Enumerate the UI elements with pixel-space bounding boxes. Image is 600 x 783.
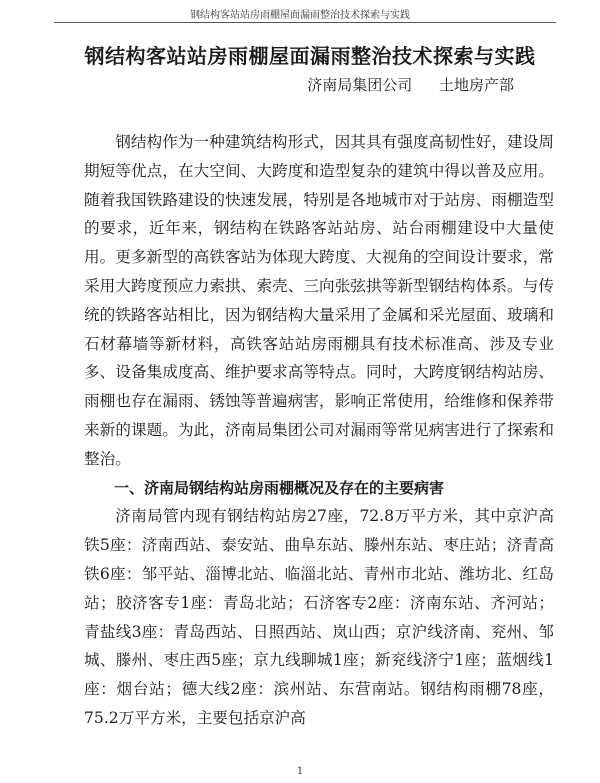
running-header: 钢结构客站站房雨棚屋面漏雨整治技术探索与实践: [190, 10, 410, 21]
page-number: 1: [296, 766, 304, 777]
section-heading: 一、济南局钢结构站房雨棚概况及存在的主要病害: [114, 478, 445, 497]
header-rule: [54, 22, 556, 23]
body-text: [84, 128, 554, 733]
intro-paragraph: 钢结构作为一种建筑结构形式，因其具有强度高韧性好，建设周期短等优点，在大空间、大跨度和造型复杂的建筑中得以普及应用。随着我国铁路建设的快速发展，特别是各地城市对于站房、雨棚造型的要求，近年来，钢结构在铁路客站站房、站台雨棚建设中大量使用。更多新型的高铁客站为体现大跨度、大视角的空间设计要求，常采用大跨度预应力索拱、索壳、三向张弦拱等新型钢结构体系。与传统的铁路客站相比，因为钢结构大量采用了金属和采光屋面、玻璃和石材幕墙等新材料，高铁客站站房雨棚具有技术标准高、涉及专业多、设备集成度高、维护要求高等特点。同时，大跨度钢结构站房、雨棚也存在漏雨、锈蚀等普遍病害，影响正常使用，给维修和保养带来新的课题。为此，济南局集团公司对漏雨等常见病害进行了探索和整治。: [84, 133, 554, 468]
section-paragraph: 济南局管内现有钢结构站房27座，72.8万平方米，其中京沪高铁5座：济南西站、泰安站、曲阜东站、滕州东站、枣庄站；济青高铁6座：邹平站、淄博北站、临淄北站、青州市北站、潍坊北、红岛站；胶济客专1座：青岛北站；石济客专2座：济南东站、齐河站；青盐线3座：青岛西站、日照西站、岚山西；京沪线济南、兖州、邹城、滕州、枣庄西5座；京九线聊城1座；新兖线济宁1座；蓝烟线1座：烟台站；德大线2座：滨州站、东营南站。钢结构雨棚78座，75.2万平方米，主要包括京沪高: [84, 507, 554, 727]
affiliation-org: 济南局集团公司: [307, 76, 413, 94]
page-title: 钢结构客站站房雨棚屋面漏雨整治技术探索与实践: [84, 44, 536, 68]
affiliation-dept: 土地房产部: [438, 76, 514, 94]
affiliation: [307, 74, 514, 95]
